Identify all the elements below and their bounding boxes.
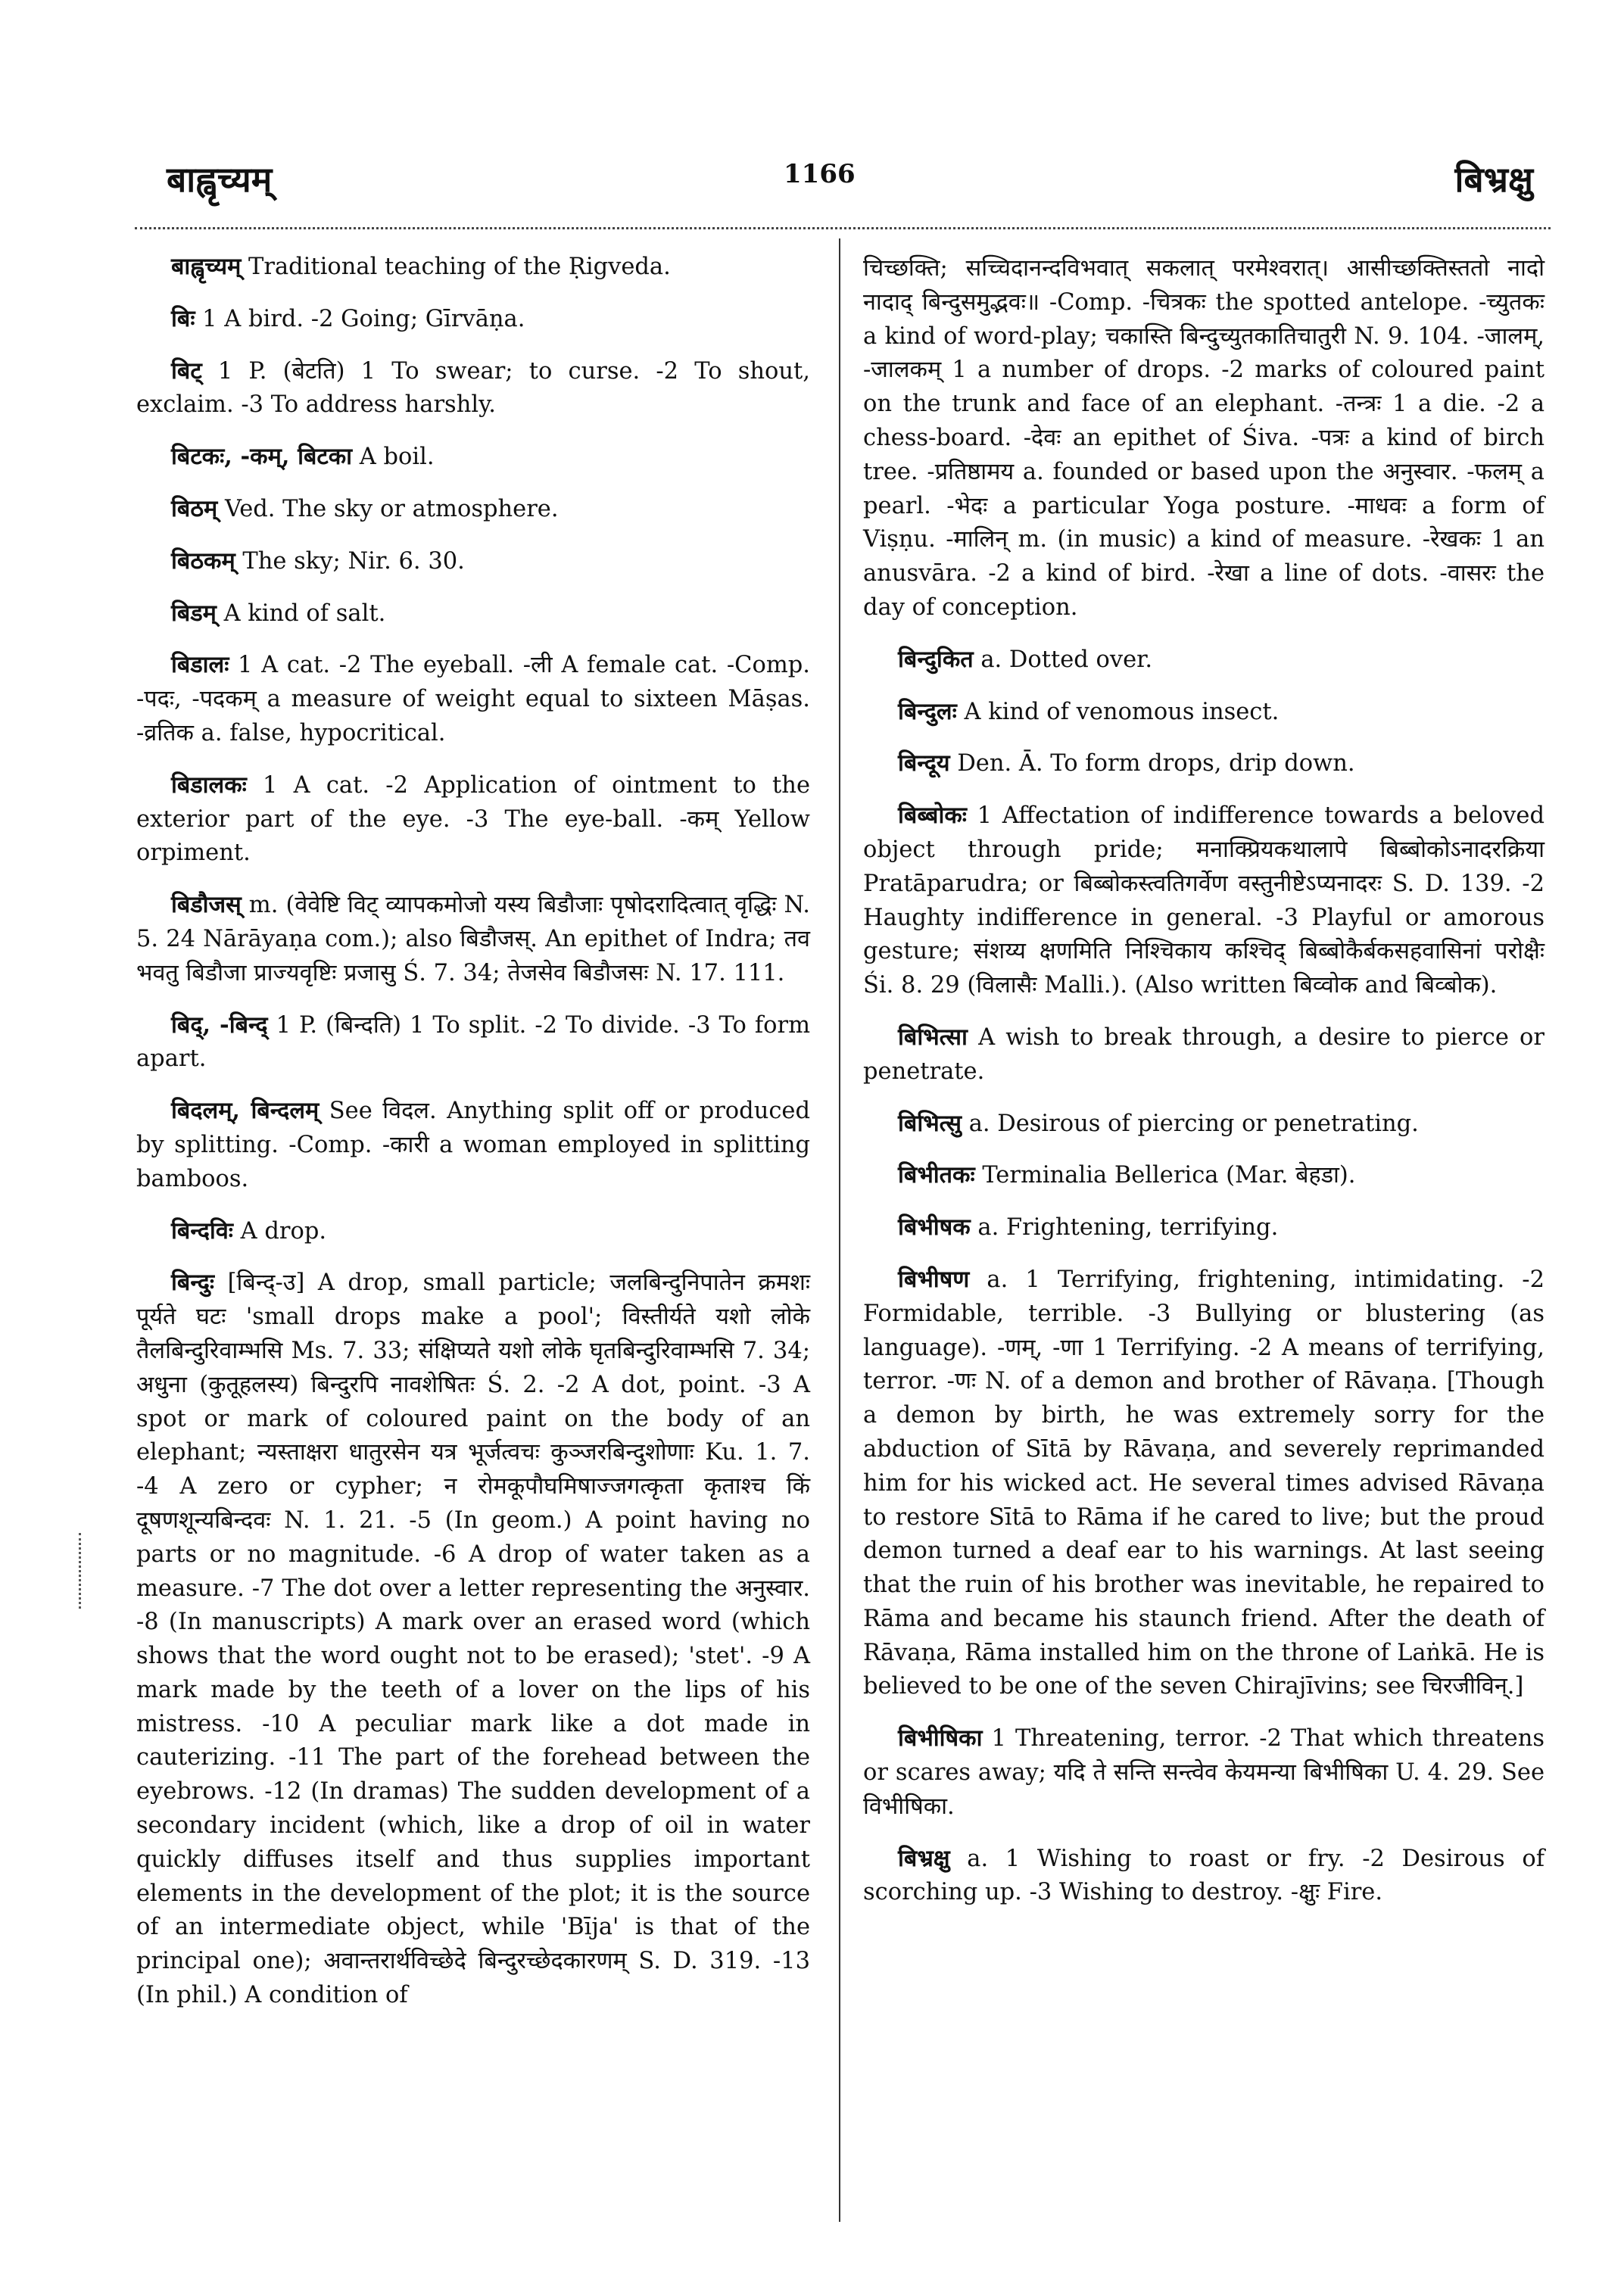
running-head-left: बाह्वृच्यम् — [167, 159, 273, 200]
definition: 1 A cat. -2 The eyeball. -ली A female cat. -Comp. -पदः, -पदकम् a measure of weight equal to sixteen Māṣas. -व्रतिक a. false, hypocritical. — [136, 652, 810, 746]
dictionary-entry — [863, 1263, 1545, 1704]
definition: 1 P. (बिन्दति) 1 To split. -2 To divide. -3 To form apart. — [136, 1011, 810, 1073]
definition: See विदल. Anything split off or produced by splitting. -Comp. -कारी a woman employed in splitting bamboos. — [136, 1098, 810, 1192]
definition: a. 1 Wishing to roast or fry. -2 Desirous of scorching up. -3 Wishing to destroy. -क्षुः Fire. — [863, 1845, 1545, 1906]
definition: Traditional teaching of the Ṛigveda. — [241, 254, 671, 280]
definition: a. Frightening, terrifying. — [970, 1214, 1279, 1242]
dictionary-entry — [136, 250, 810, 285]
definition: m. (वेवेष्टि विट् व्यापकमोजो यस्य बिडौजाः पृषोदरादित्वात् वृद्धिः N. 5. 24 Nārāyaṇa com.); also बिडौजस्. An epithet of Indra; तव भवतु बिडौजा प्राज्यवृष्टिः प्रजासु Ś. 7. 34; तेजसेव बिडौजसः N. 17. 111. — [136, 892, 810, 986]
headword: बिभ्रक्षु — [898, 1844, 950, 1872]
running-head-right: बिभ्रक्षु — [1454, 159, 1533, 200]
dictionary-entry — [136, 768, 810, 871]
headword: बिडम् — [171, 599, 217, 627]
definition: a. 1 Terrifying, frightening, intimidating. -2 Formidable, terrible. -3 Bullying or blustering (as language). -णम्, -णा 1 Terrifying. -2 A means of terrifying, terror. -णः N. of a demon and brother of Rāvaṇa. [Though a demon by birth, he was extremely sorry for the abduction of Sītā by Rāvaṇa, and severely reprimanded him for his wicked act. He several times advised Rāvaṇa to restore Sītā to Rāma if he cared to live; but the proud demon turned a deaf ear to his warnings. At last seeing that the ruin of his brother was inevitable, he repaired to Rāma and became his staunch friend. After the death of Rāvaṇa, Rāma installed him on the throne of Laṅkā. He is believed to be one of the seven Chirajīvins; see चिरजीविन्.] — [863, 1266, 1545, 1700]
definition: Den. Ā. To form drops, drip down. — [949, 750, 1355, 777]
definition: A drop. — [232, 1217, 327, 1245]
headword: बिन्दुलः — [898, 697, 957, 725]
headword: बिडालः — [171, 651, 229, 679]
headword: बाह्वृच्यम् — [171, 253, 242, 280]
dictionary-entry — [863, 695, 1545, 730]
headword: बिडालकः — [171, 771, 247, 799]
dictionary-entry — [863, 1210, 1545, 1245]
dictionary-entry — [136, 492, 810, 527]
headword: बिन्दूय — [898, 749, 950, 777]
right-column — [863, 251, 1545, 1927]
dictionary-entry — [136, 648, 810, 750]
header-rule — [135, 227, 1551, 229]
headword: बिन्दुः — [171, 1269, 215, 1297]
definition: चिच्छक्ति; सच्चिदानन्दविभवात् सकलात् परमेश्वरात्। आसीच्छक्तिस्ततो नादो नादाद् बिन्दुसमुद्भवः॥ -Comp. -चित्रकः the spotted antelope. -च्युतकः a kind of word-play; चकास्ति बिन्दुच्युतकातिचातुरी N. 9. 104. -जालम्, -जालकम् 1 a number of drops. -2 marks of coloured paint on the trunk and face of an elephant. -तन्त्रः 1 a die. -2 a chess-board. -देवः an epithet of Śiva. -पत्रः a kind of birch tree. -प्रतिष्ठामय a. founded or based upon the अनुस्वार. -फलम् a pearl. -भेदः a particular Yoga posture. -माधवः a form of Viṣṇu. -मालिन् m. (in music) a kind of measure. -रेखकः 1 an anusvāra. -2 a kind of bird. -रेखा a line of dots. -वासरः the day of conception. — [863, 255, 1545, 621]
definition: 1 Affectation of indifference towards a beloved object through pride; मनाक्प्रियकथालापे बिब्बोकोऽनादरक्रिया Pratāparudra; or बिब्बोकस्त्वतिगर्वेण वस्तुनीष्टेऽप्यनादरः S. D. 139. -2 Haughty indifference in general. -3 Playful or amorous gesture; संशय्य क्षणमिति निश्चिकाय कश्चिद् बिब्बोकैर्बकसहवासिनां परोक्षैः Śi. 8. 29 (विलासैः Malli.). (Also written बिव्वोक and बिव्बोक). — [863, 802, 1545, 999]
headword: बिठम् — [171, 494, 218, 522]
headword: बिभीतकः — [898, 1161, 975, 1189]
definition: A kind of venomous insect. — [956, 698, 1280, 725]
headword: बिब्बोकः — [898, 802, 967, 830]
definition: A boil. — [352, 444, 435, 471]
column-divider — [839, 238, 840, 2222]
dictionary-entry — [863, 746, 1545, 781]
definition: 1 A bird. -2 Going; Gīrvāṇa. — [195, 305, 525, 332]
dictionary-entry — [863, 1842, 1545, 1911]
headword: बिद्, -बिन्द् — [171, 1011, 268, 1039]
dictionary-entry — [136, 1008, 810, 1077]
left-column — [136, 250, 810, 2030]
headword: बिन्दविः — [171, 1217, 233, 1245]
page-number: 1166 — [784, 159, 856, 189]
headword: बिदलम्, बिन्दलम् — [171, 1097, 320, 1125]
definition: 1 A cat. -2 Application of ointment to the exterior part of the eye. -3 The eye-ball. -कम् Yellow orpiment. — [136, 771, 810, 867]
dictionary-entry — [136, 302, 810, 337]
definition: [बिन्द्-उ] A drop, small particle; जलबिन्दुनिपातेन क्रमशः पूर्यते घटः 'small drops make a pool'; विस्तीर्यते यशो लोके तैलबिन्दुरिवाम्भसि Ms. 7. 33; संक्षिप्यते यशो लोके घृतबिन्दुरिवाम्भसि 7. 34; अधुना (कुतूहलस्य) बिन्दुरपि नावशेषितः Ś. 2. -2 A dot, point. -3 A spot or mark of coloured paint on the body of an elephant; न्यस्ताक्षरा धातुरसेन यत्र भूर्जत्वचः कुञ्जरबिन्दुशोणाः Ku. 1. 7. -4 A zero or cypher; न रोमकूपौघमिषाज्जगत्कृता कृताश्च किं दूषणशून्यबिन्दवः N. 1. 21. -5 (In geom.) A point having no parts or no magnitude. -6 A drop of water taken as a measure. -7 The dot over a letter representing the अनुस्वार. -8 (In manuscripts) A mark over an erased word (which shows that the word ought not to be erased); 'stet'. -9 A mark made by the teeth of a lover on the lips of his mistress. -10 A peculiar mark like a dot made in cauterizing. -11 The part of the forehead between the eyebrows. -12 (In dramas) The sudden development of a secondary incident (which, like a drop of oil in water quickly diffuses itself and thus supplies important elements in the development of the plot; it is the source of an intermediate object, while 'Bīja' is that of the principal one); अवान्तरार्थविच्छेदे बिन्दुरच्छेदकारणम् S. D. 319. -13 (In phil.) A condition of — [136, 1270, 810, 2009]
definition: a. Dotted over. — [973, 646, 1153, 673]
headword: बिडौजस् — [171, 891, 242, 919]
definition: Terminalia Bellerica (Mar. बेहडा). — [974, 1162, 1356, 1189]
headword: बिभित्सा — [898, 1023, 968, 1051]
definition: 1 P. (बेटति) 1 To swear; to curse. -2 To shout, exclaim. -3 To address harshly. — [136, 357, 810, 419]
headword: बिः — [171, 304, 195, 332]
dictionary-entry — [863, 1721, 1545, 1824]
headword: बिभीषण — [898, 1265, 970, 1293]
dictionary-entry — [863, 643, 1545, 678]
headword: बिभीषक — [898, 1213, 971, 1242]
dictionary-entry — [136, 888, 810, 990]
definition: A kind of salt. — [216, 600, 386, 627]
dictionary-entry — [136, 1094, 810, 1196]
headword: बिभीषिका — [898, 1724, 983, 1752]
dictionary-entry — [863, 1020, 1545, 1089]
definition: The sky; Nir. 6. 30. — [235, 547, 465, 575]
definition: a. Desirous of piercing or penetrating. — [962, 1110, 1419, 1137]
headword: बिभित्सु — [898, 1109, 962, 1137]
dictionary-entry — [136, 597, 810, 631]
dictionary-entry — [136, 1266, 810, 2013]
dictionary-entry — [136, 1214, 810, 1249]
definition: A wish to break through, a desire to pierce or penetrate. — [863, 1023, 1545, 1085]
definition: Ved. The sky or atmosphere. — [217, 495, 559, 522]
dictionary-entry — [863, 799, 1545, 1003]
headword: बिटकः, -कम्, बिटका — [171, 443, 353, 471]
dictionary-entry — [136, 354, 810, 423]
headword: बिन्दुकित — [898, 645, 974, 673]
dictionary-entry — [863, 1158, 1545, 1193]
dictionary-entry — [863, 1107, 1545, 1142]
dictionary-entry — [136, 544, 810, 579]
headword: बिट् — [171, 357, 202, 385]
headword: बिठकम् — [171, 547, 235, 575]
dictionary-entry-continued — [863, 251, 1545, 625]
dictionary-entry — [136, 440, 810, 475]
margin-marks — [79, 1533, 86, 1609]
definition: 1 Threatening, terror. -2 That which threatens or scares away; यदि ते सन्ति सन्त्वेव केयमन्या बिभीषिका U. 4. 29. See विभीषिका. — [863, 1725, 1545, 1820]
